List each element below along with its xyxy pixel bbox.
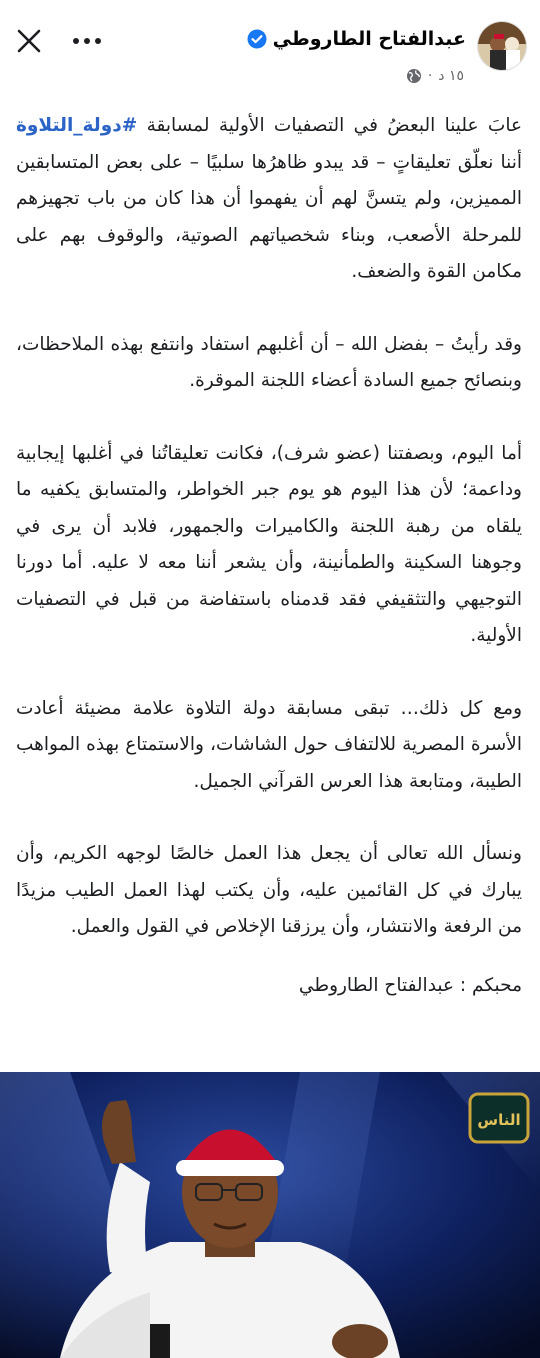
globe-icon[interactable] — [406, 68, 422, 84]
hashtag-link[interactable]: #دولة_التلاوة — [16, 115, 138, 136]
author-name[interactable]: عبدالفتاح الطاروطي — [272, 28, 466, 50]
paragraph-text: عابَ علينا البعضُ في التصفيات الأولية لمسابقة — [137, 115, 522, 136]
post-paragraph — [16, 108, 522, 291]
post-paragraph: ونسأل الله تعالى أن يجعل هذا العمل خالصًا لوجهه الكريم، وأن يبارك في كل القائمين عليه، وأن يكتب لهذا العمل الطيب مزيدًا من الرفعة والانتشار، وأن يرزقنا الإخلاص في القول والعمل. — [16, 843, 522, 937]
logo-text: الناس — [477, 1111, 521, 1129]
post-time[interactable]: ١٥ د — [438, 68, 464, 84]
post-signature: محبكم : عبدالفتاح الطاروطي — [298, 974, 522, 996]
post-photo[interactable] — [0, 1072, 540, 1358]
post-meta — [406, 68, 464, 84]
author-row — [247, 28, 466, 50]
channel-logo — [470, 1094, 528, 1142]
meta-separator: · — [427, 68, 433, 84]
post-content — [16, 108, 522, 1040]
more-options-icon — [72, 37, 102, 45]
close-icon — [16, 28, 42, 54]
post-paragraph: أما اليوم، وبصفتنا (عضو شرف)، فكانت تعليقاتُنا في أغلبها إيجابية وداعمة؛ لأن هذا اليوم هو يوم جبر الخواطر، والمتسابق يكفيه ما يلقاه من رهبة اللجنة والكاميرات والجمهور، فلابد أن يرى في وجوهنا السكينة والطمأنينة، وأن يشعر أننا معه لا عليه. أما دورنا التوجيهي والتثقيفي فقد قدمناه باستفاضة من قبل في التصفيات الأولية. — [16, 442, 522, 646]
post-paragraph: ومع كل ذلك… تبقى مسابقة دولة التلاوة علامة مضيئة أعادت الأسرة المصرية للالتفاف حول الشاشات، والاستمتاع بهذه المواهب الطيبة، ومتابعة هذا العرس القرآني الجميل. — [16, 697, 522, 792]
close-button[interactable] — [12, 24, 46, 58]
verified-badge-icon — [247, 29, 267, 49]
paragraph-text: أننا نعلّق تعليقاتٍ – قد يبدو ظاهرُها سلبيًا – على بعض المتسابقين المميزين، ولم يتسنَّ لهم أن يفهموا أن هذا كان من باب تجهيزهم للمرحلة الأصعب، وبناء شخصياتهم الصوتية، والوقوف بهم على مكامن القوة والضعف. — [16, 151, 522, 282]
author-avatar[interactable] — [478, 22, 526, 70]
more-options-button[interactable] — [68, 24, 106, 58]
post-paragraph: وقد رأيتُ – بفضل الله – أن أغلبهم استفاد وانتفع بهذه الملاحظات، وبنصائح جميع السادة أعضاء اللجنة الموقرة. — [16, 333, 522, 391]
post-header — [0, 0, 540, 100]
